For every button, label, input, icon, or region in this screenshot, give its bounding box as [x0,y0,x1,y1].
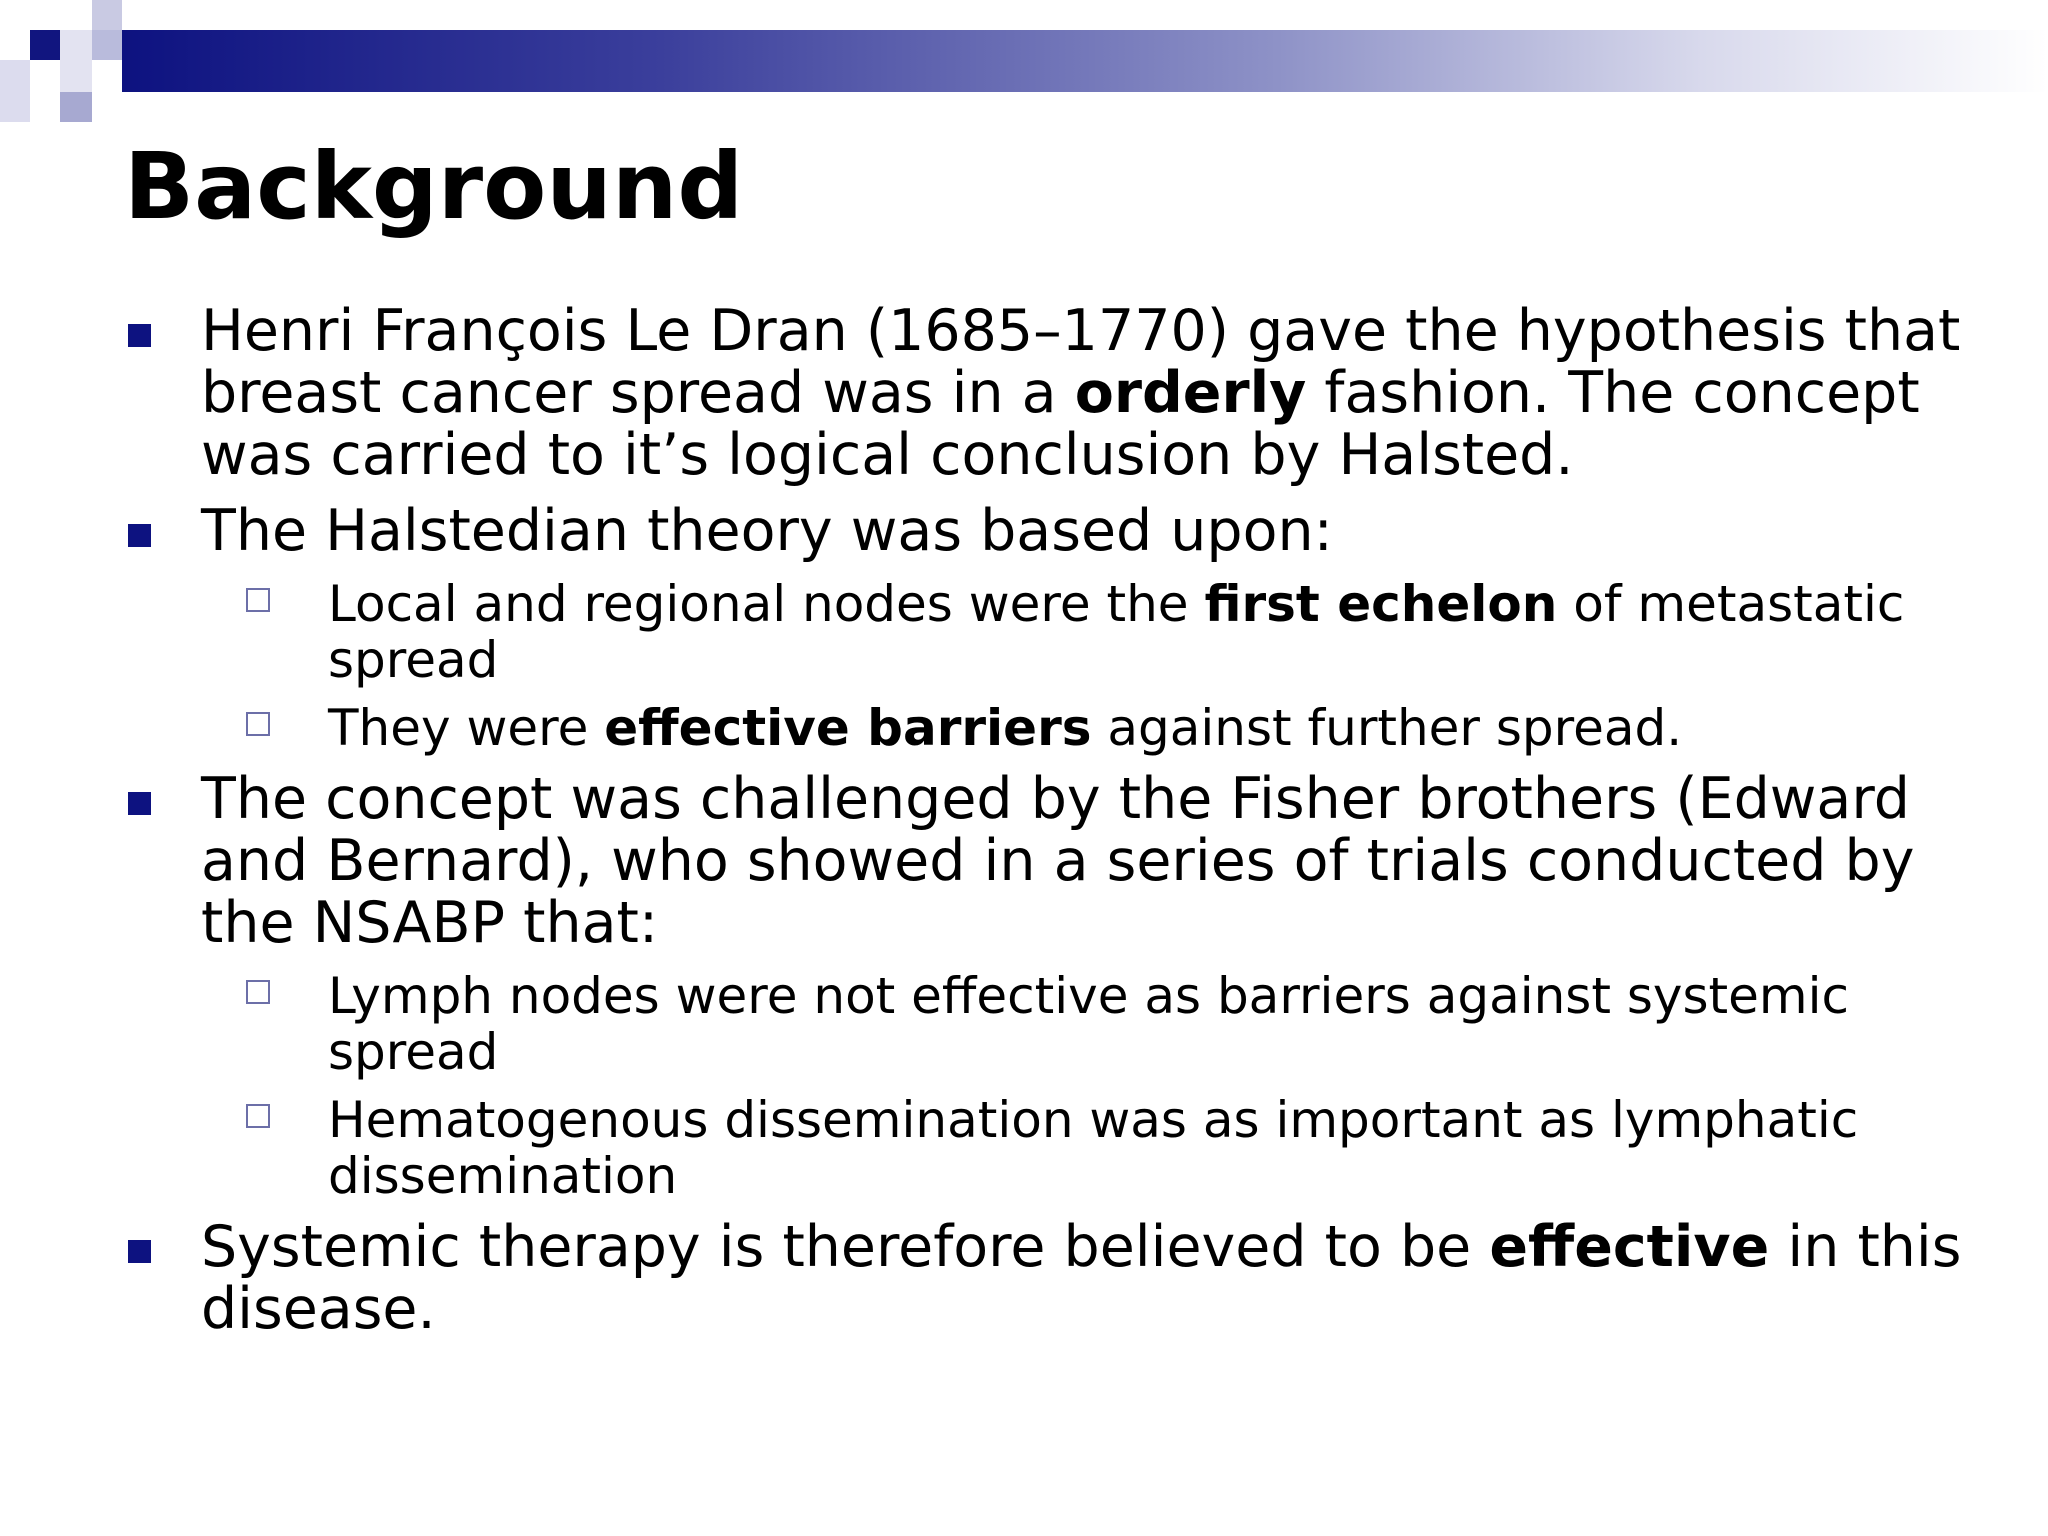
header-decor-square [92,0,122,30]
bullet-text [201,1214,1961,1342]
hollow-square-bullet-icon [246,980,270,1004]
header-decor-square [30,30,60,60]
bullet-text-segment: Henri François Le Dran (1685–1770) gave the hypothesis that breast cancer spread was in a [201,298,1961,426]
sub-bullet-text-emphasis: first echelon [1204,575,1558,633]
header-decor-square [60,92,92,122]
bullet-text [201,298,1960,488]
sub-bullet-text [328,575,1904,689]
bullet-text-segment: fashion. The concept was carried to it’s logical conclusion by Halsted. [201,360,1920,488]
filled-square-bullet-icon [128,1240,151,1263]
bullet-text-segment: Systemic therapy is therefore believed to be [201,1214,1490,1280]
sub-bullet-text-segment: They were [328,699,605,757]
sub-bullet-text: Lymph nodes were not effective as barriers against systemic spread [328,967,1849,1081]
header-decor-square [92,30,122,60]
header-decor-square [60,30,92,92]
filled-square-bullet-icon [128,792,151,815]
sub-bullet-item [0,1092,2048,1204]
header-decor-square [0,60,30,122]
bullet-text-segment: in this disease. [201,1214,1962,1342]
sub-bullet-text [328,699,1682,757]
hollow-square-bullet-icon [246,588,270,612]
sub-bullet-text: Hematogenous dissemination was as important as lymphatic dissemination [328,1091,1859,1205]
hollow-square-bullet-icon [246,712,270,736]
filled-square-bullet-icon [128,324,151,347]
sub-bullet-item [0,968,2048,1080]
sub-bullet-item [0,700,2048,756]
bullet-text-emphasis: orderly [1074,360,1307,426]
hollow-square-bullet-icon [246,1104,270,1128]
bullet-item [0,300,2048,486]
sub-bullet-text-emphasis: effective barriers [604,699,1092,757]
filled-square-bullet-icon [128,524,151,547]
sub-bullet-text-segment: Local and regional nodes were the [328,575,1205,633]
bullet-item [0,1216,2048,1340]
sub-bullet-item [0,576,2048,688]
bullet-item [0,768,2048,954]
sub-bullet-text-segment: of metastatic spread [328,575,1905,689]
bullet-item [0,500,2048,562]
bullet-list [0,300,2048,1354]
bullet-text: The Halstedian theory was based upon: [201,498,1333,564]
bullet-text: The concept was challenged by the Fisher brothers (Edward and Bernard), who showed in a series of trials conducted by the NSABP that: [201,766,1915,956]
sub-bullet-text-segment: against further spread. [1091,699,1683,757]
header-gradient-bar [122,30,2048,92]
bullet-text-emphasis: effective [1489,1214,1770,1280]
slide-title: Background [124,133,744,240]
